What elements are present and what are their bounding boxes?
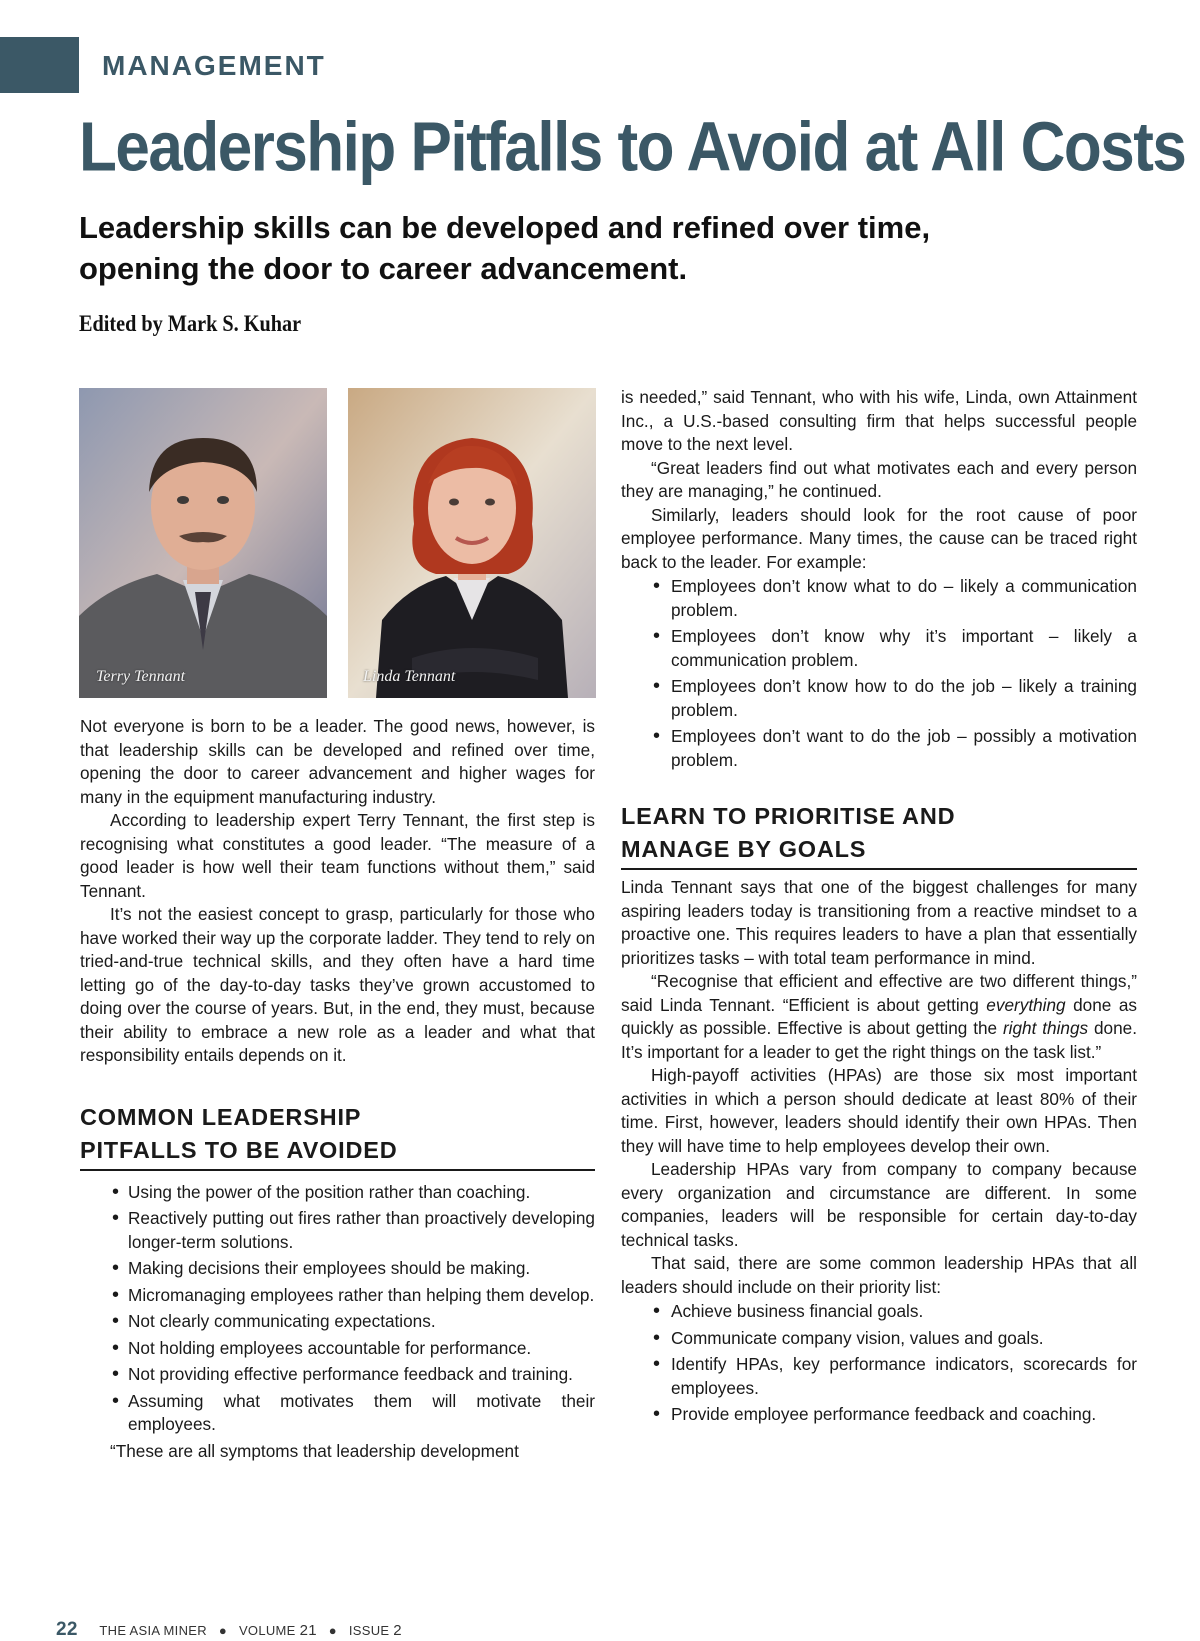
list-item: • Employees don’t know what to do – likely a communication problem. bbox=[669, 575, 1137, 622]
page-number: 22 bbox=[56, 1619, 78, 1640]
photo-terry-tennant bbox=[79, 388, 327, 698]
issue-number: 2 bbox=[393, 1622, 402, 1639]
body-paragraph: It’s not the easiest concept to grasp, particularly for those who have worked their way up the corporate ladder. They tend to rely on tried-and-true technical skills, and they often have a hard time letting go of the day-to-day tasks they’ve grown accustomed to doing over the course of years. But, in the end, they must, because their ability to embrace a new role as a leader and what that responsibility entails depends on it. bbox=[80, 904, 595, 1065]
page-footer bbox=[56, 1619, 402, 1641]
list-item: • Communicate company vision, values and goals. bbox=[669, 1327, 1137, 1351]
separator-dot-icon: ● bbox=[328, 1623, 337, 1638]
section-heading-pitfalls bbox=[80, 1101, 595, 1171]
body-paragraph: “These are all symptoms that leadership development bbox=[110, 1440, 519, 1461]
list-item: • Employees don’t know how to do the job – likely a training problem. bbox=[669, 675, 1137, 722]
volume-label: VOLUME bbox=[238, 1623, 296, 1638]
emphasis-text: right things bbox=[1002, 1018, 1089, 1038]
list-item: • Employees don’t want to do the job – possibly a motivation problem. bbox=[669, 725, 1137, 772]
portrait-woman-image bbox=[348, 388, 596, 698]
body-paragraph: High-payoff activities (HPAs) are those six most important activities in which a person should dedicate at least 80% of their time. First, however, leaders should identify their own HPAs. Then they will have time to help employees develop their own. bbox=[621, 1065, 1137, 1156]
subtitle-line: opening the door to career advancement. bbox=[79, 251, 688, 286]
heading-line: LEARN TO PRIORITISE AND bbox=[621, 803, 956, 829]
list-item: • Identify HPAs, key performance indicators, scorecards for employees. bbox=[669, 1353, 1137, 1400]
body-paragraph-recognise bbox=[621, 970, 1137, 1064]
section-label: MANAGEMENT bbox=[102, 50, 326, 81]
body-paragraph: Leadership HPAs vary from company to company because every organization and circumstance are different. In some companies, leaders will be responsible for certain day-to-day technical tasks. bbox=[621, 1159, 1137, 1250]
text-run: “Recognise that efficient and effective are two different things,” said Linda Tennant. “Efficient is about getting bbox=[621, 971, 1137, 1015]
portrait-man-image bbox=[79, 388, 327, 698]
text-run: done as quickly as possible. Effective is about getting the bbox=[621, 994, 1137, 1038]
right-column bbox=[621, 386, 1137, 1430]
photo-linda-tennant bbox=[348, 388, 596, 698]
photo-caption: Terry Tennant bbox=[96, 668, 186, 685]
magazine-name: THE ASIA MINER bbox=[99, 1623, 207, 1638]
list-item: • Making decisions their employees should be making. bbox=[128, 1257, 595, 1281]
issue-label: ISSUE bbox=[348, 1623, 390, 1638]
photo-caption: Linda Tennant bbox=[363, 668, 456, 685]
section-heading-prioritise bbox=[621, 800, 1137, 870]
list-item: • Micromanaging employees rather than helping them develop. bbox=[128, 1284, 595, 1308]
volume-number: 21 bbox=[299, 1622, 317, 1639]
body-paragraph: is needed,” said Tennant, who with his wife, Linda, own Attainment Inc., a U.S.-based consulting firm that helps successful people move to the next level. bbox=[621, 387, 1137, 454]
article-title: Leadership Pitfalls to Avoid at All Costs bbox=[79, 109, 1186, 187]
list-item: • Using the power of the position rather than coaching. bbox=[128, 1181, 595, 1205]
list-item: • Provide employee performance feedback and coaching. bbox=[669, 1403, 1137, 1427]
body-paragraph: According to leadership expert Terry Tennant, the first step is recognising what constitutes a good leader. “The measure of a good leader is how well their team functions without them,” said Tennant. bbox=[80, 810, 595, 901]
section-color-block bbox=[0, 37, 79, 93]
body-paragraph: Linda Tennant says that one of the biggest challenges for many aspiring leaders today is transitioning from a reactive mindset to a proactive one. This requires leaders to have a plan that essentially prioritizes tasks – with total team performance in mind. bbox=[621, 877, 1137, 968]
byline: Edited by Mark S. Kuhar bbox=[79, 311, 302, 336]
list-item: • Achieve business financial goals. bbox=[669, 1300, 1137, 1324]
article-subtitle bbox=[79, 207, 979, 289]
separator-dot-icon: ● bbox=[218, 1623, 228, 1638]
pitfalls-list bbox=[128, 1181, 595, 1437]
left-column bbox=[80, 715, 595, 1463]
list-item: • Not holding employees accountable for performance. bbox=[128, 1337, 595, 1361]
body-paragraph: That said, there are some common leadership HPAs that all leaders should include on their priority list: bbox=[621, 1253, 1137, 1297]
examples-list bbox=[669, 575, 1137, 772]
text-run: done. It’s important for a leader to get the right things on the task list.” bbox=[621, 1018, 1137, 1062]
hpa-list bbox=[669, 1300, 1137, 1427]
list-item: • Not clearly communicating expectations. bbox=[128, 1310, 595, 1334]
list-item: • Not providing effective performance feedback and training. bbox=[128, 1363, 595, 1387]
body-paragraph: Similarly, leaders should look for the root cause of poor employee performance. Many times, the cause can be traced right back to the leader. For example: bbox=[621, 504, 1137, 572]
body-paragraph: “Great leaders find out what motivates each and every person they are managing,” he continued. bbox=[621, 457, 1137, 501]
heading-line: MANAGE BY GOALS bbox=[621, 836, 867, 862]
list-item: • Assuming what motivates them will motivate their employees. bbox=[128, 1390, 595, 1437]
list-item: • Reactively putting out fires rather than proactively developing longer-term solutions. bbox=[128, 1207, 595, 1254]
subtitle-line: Leadership skills can be developed and refined over time, bbox=[79, 210, 931, 245]
heading-line: PITFALLS TO BE AVOIDED bbox=[80, 1136, 398, 1163]
body-paragraph: Not everyone is born to be a leader. The good news, however, is that leadership skills can be developed and refined over time, opening the door to career advancement and higher wages for many in the equipment manufacturing industry. bbox=[80, 716, 595, 807]
emphasis-text: everything bbox=[986, 994, 1066, 1015]
list-item: • Employees don’t know why it’s important – likely a communication problem. bbox=[669, 625, 1137, 672]
heading-line: COMMON LEADERSHIP bbox=[80, 1103, 362, 1130]
